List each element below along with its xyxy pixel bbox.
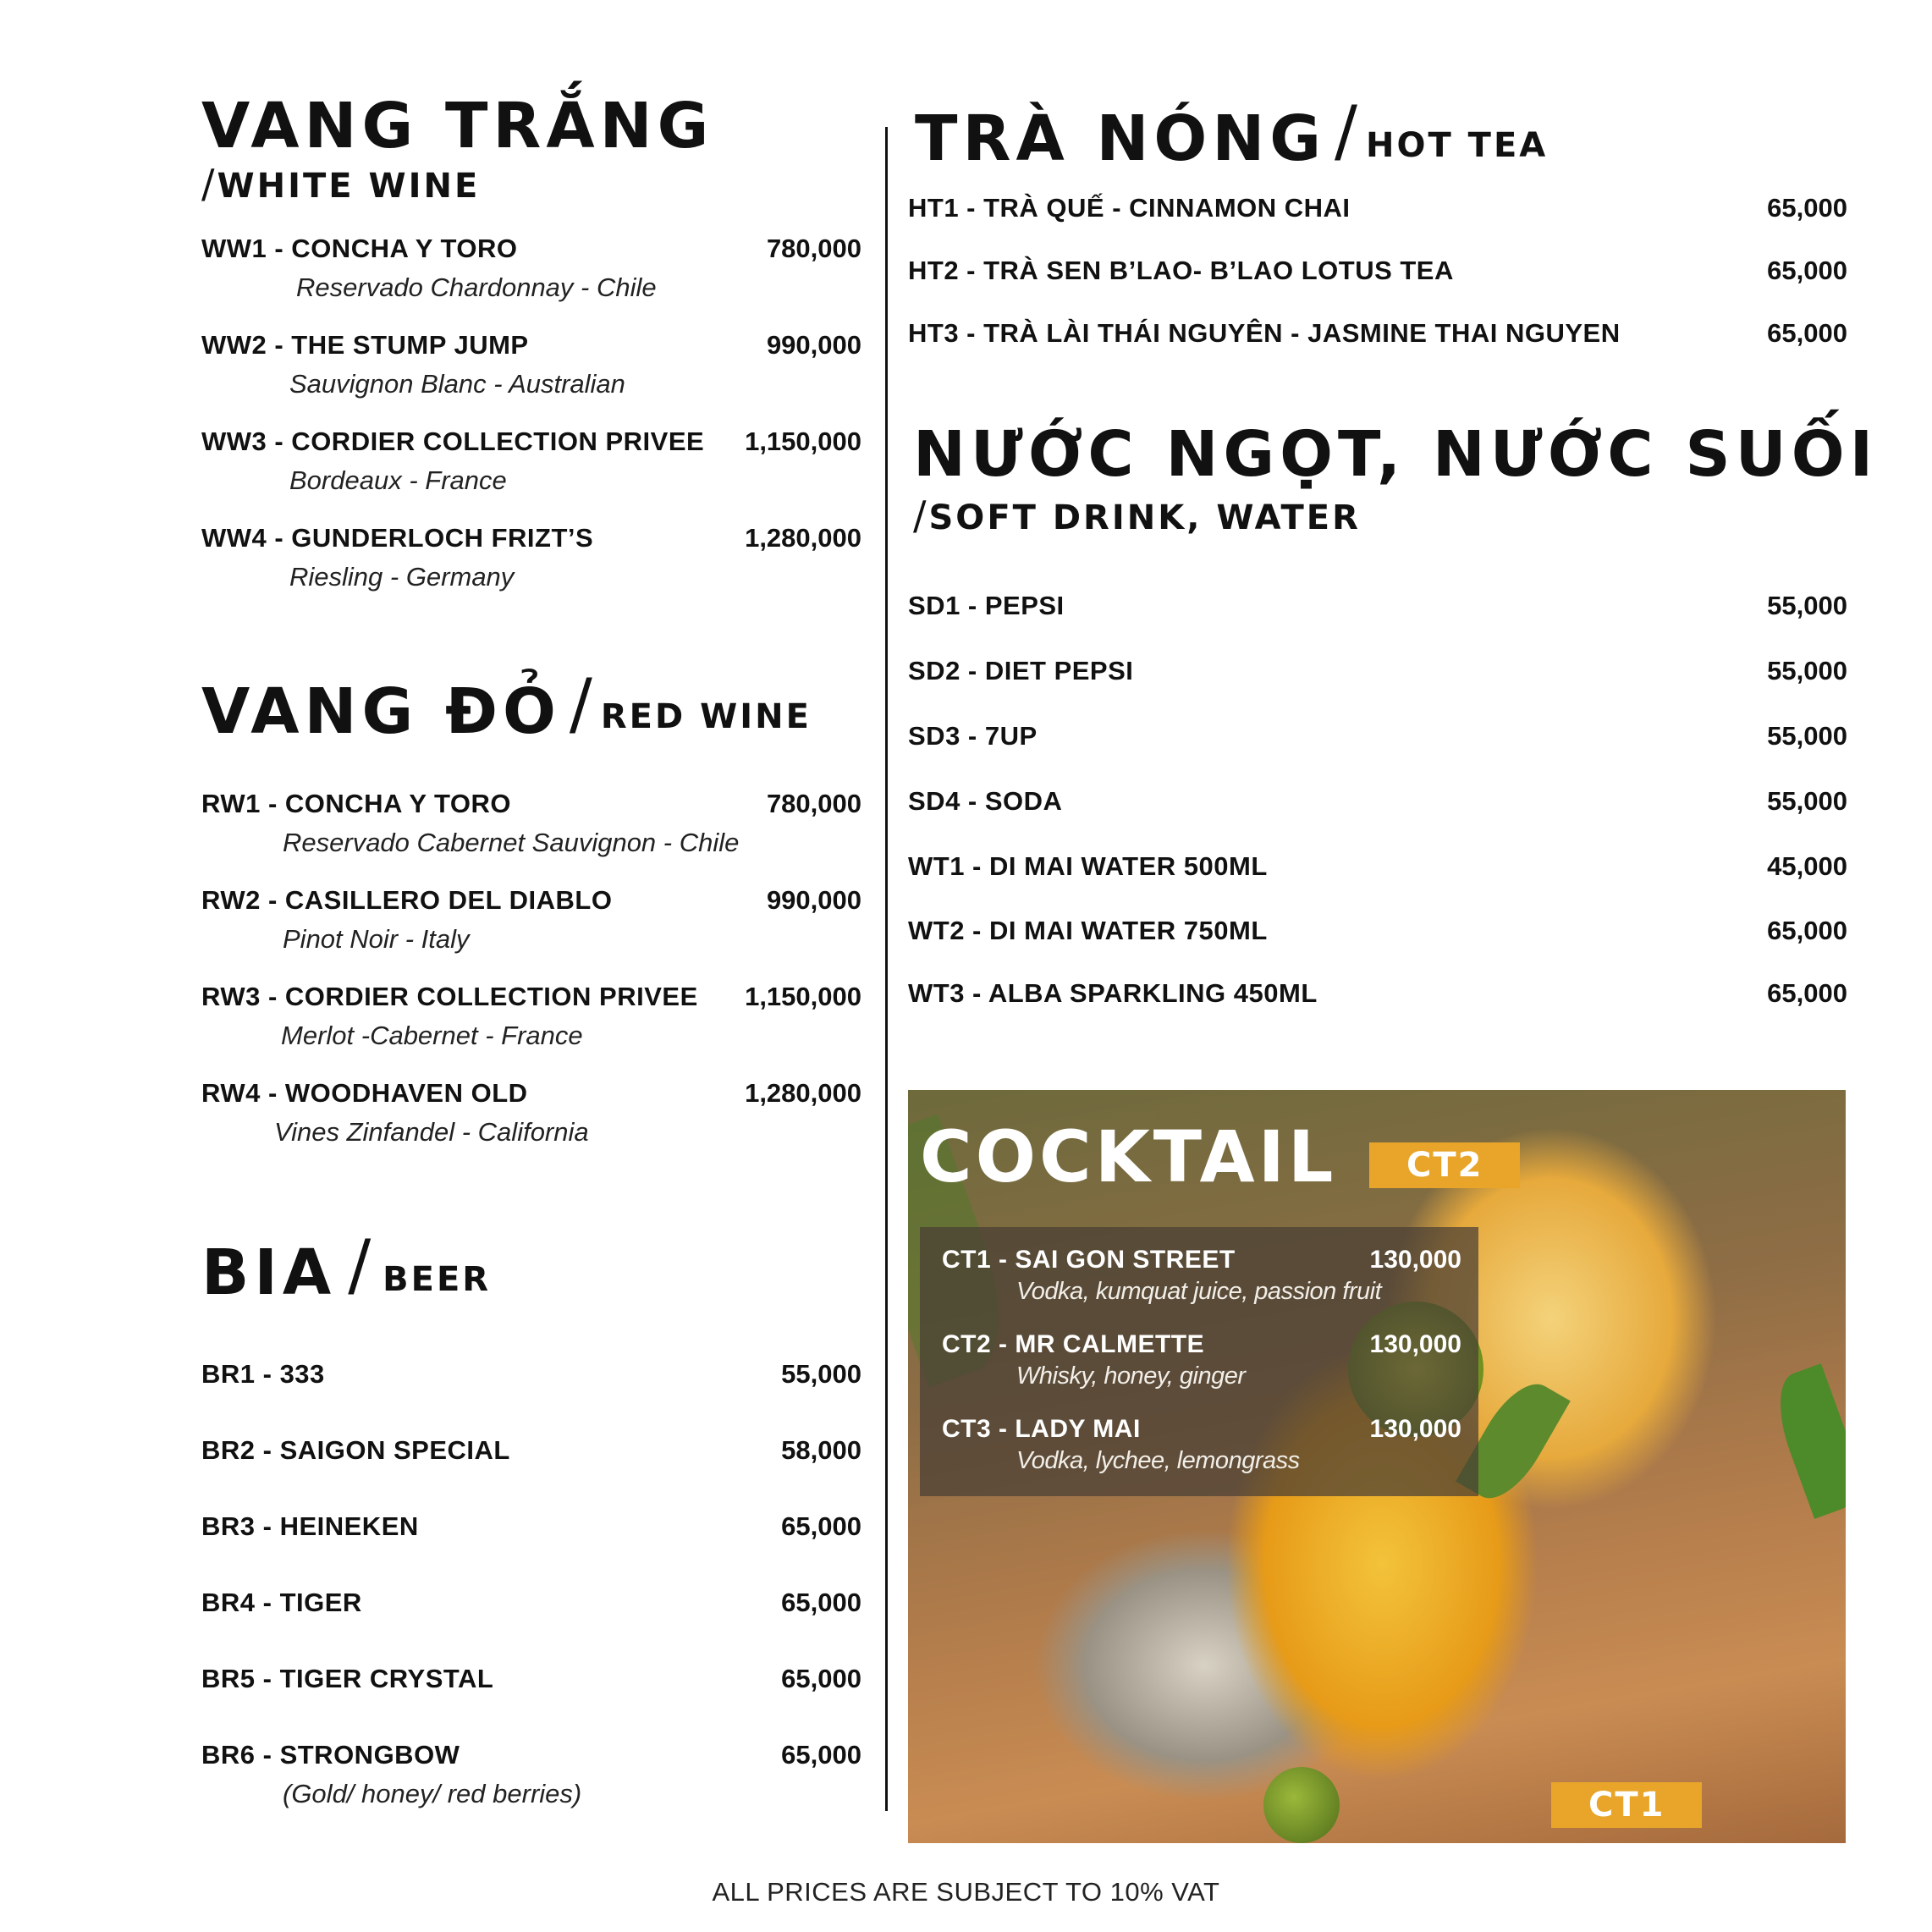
item-name: WW4 - GUNDERLOCH FRIZT’S [201, 523, 594, 553]
menu-item [201, 1511, 861, 1542]
item-price: 990,000 [766, 885, 861, 915]
item-desc: (Gold/ honey/ red berries) [283, 1779, 582, 1808]
item-price: 130,000 [1369, 1330, 1461, 1358]
item-name: BR5 - TIGER CRYSTAL [201, 1664, 494, 1693]
item-price: 65,000 [1767, 193, 1847, 223]
menu-item [942, 1415, 1461, 1475]
item-price: 65,000 [1767, 916, 1847, 945]
hot-tea-subtitle: HOT TEA [1365, 126, 1549, 165]
menu-item [908, 851, 1847, 882]
item-desc: Sauvignon Blanc - Australian [289, 369, 625, 399]
column-divider [885, 127, 888, 1811]
menu-item [942, 1246, 1461, 1306]
item-price: 65,000 [1767, 978, 1847, 1008]
item-name: WT2 - DI MAI WATER 750ML [908, 916, 1268, 945]
soft-drink-subtitle: SOFT DRINK, WATER [928, 498, 1361, 537]
menu-item [201, 1740, 861, 1809]
item-name: SD1 - PEPSI [908, 591, 1065, 620]
item-name: RW2 - CASILLERO DEL DIABLO [201, 885, 613, 915]
item-price: 65,000 [781, 1664, 861, 1693]
item-price: 1,280,000 [745, 1078, 861, 1108]
item-name: HT3 - TRÀ LÀI THÁI NGUYÊN - JASMINE THAI NGUYEN [908, 318, 1621, 348]
menu-item [201, 427, 861, 496]
cocktail-title: COCKTAIL [920, 1115, 1337, 1198]
item-price: 55,000 [1767, 656, 1847, 685]
item-price: 990,000 [766, 330, 861, 360]
item-price: 65,000 [1767, 256, 1847, 285]
white-wine-title: VANG TRẮNG [201, 90, 714, 162]
item-price: 55,000 [1767, 591, 1847, 620]
item-name: BR6 - STRONGBOW [201, 1740, 460, 1770]
slash-glyph: / [201, 161, 217, 206]
menu-item [201, 1435, 861, 1466]
item-name: RW4 - WOODHAVEN OLD [201, 1078, 528, 1108]
item-name: WW2 - THE STUMP JUMP [201, 330, 529, 360]
item-name: WW1 - CONCHA Y TORO [201, 234, 518, 263]
item-desc: Riesling - Germany [289, 562, 515, 592]
item-price: 55,000 [781, 1359, 861, 1389]
menu-item [908, 786, 1847, 817]
menu-item [908, 916, 1847, 946]
item-price: 65,000 [1767, 318, 1847, 348]
item-name: RW3 - CORDIER COLLECTION PRIVEE [201, 982, 698, 1011]
item-name: CT3 - LADY MAI [942, 1415, 1141, 1443]
red-wine-title: VANG ĐỎ [201, 675, 561, 748]
item-price: 1,280,000 [745, 523, 861, 553]
menu-item [201, 1588, 861, 1618]
menu-item [201, 1359, 861, 1390]
menu-item [201, 885, 861, 955]
item-name: WW3 - CORDIER COLLECTION PRIVEE [201, 427, 705, 456]
item-name: HT1 - TRÀ QUẾ - CINNAMON CHAI [908, 193, 1351, 223]
item-price: 55,000 [1767, 721, 1847, 751]
kumquat-decoration [1263, 1767, 1340, 1843]
item-desc: Reservado Chardonnay - Chile [296, 272, 657, 302]
item-price: 130,000 [1369, 1415, 1461, 1443]
menu-item [942, 1330, 1461, 1390]
menu-item [908, 656, 1847, 686]
menu-item [908, 591, 1847, 621]
item-name: BR2 - SAIGON SPECIAL [201, 1435, 510, 1465]
slash-glyph: / [913, 493, 929, 538]
item-name: CT1 - SAI GON STREET [942, 1246, 1236, 1274]
item-price: 45,000 [1767, 851, 1847, 881]
menu-item [201, 1664, 861, 1694]
item-price: 55,000 [1767, 786, 1847, 816]
cocktail-list-panel [920, 1227, 1478, 1496]
ct2-tag: CT2 [1369, 1142, 1520, 1188]
item-desc: Vodka, kumquat juice, passion fruit [1016, 1278, 1382, 1305]
item-name: SD4 - SODA [908, 786, 1063, 816]
soft-drink-header [913, 418, 1879, 538]
beer-title: BIA [201, 1236, 337, 1309]
menu-item [201, 982, 861, 1051]
beer-header [201, 1225, 492, 1309]
item-price: 780,000 [766, 234, 861, 263]
mint-leaf-decoration [1765, 1363, 1846, 1519]
white-wine-subtitle: WHITE WINE [217, 167, 481, 206]
hot-tea-title: TRÀ NÓNG [915, 102, 1327, 175]
item-desc: Whisky, honey, ginger [1016, 1362, 1246, 1390]
item-name: WT1 - DI MAI WATER 500ML [908, 851, 1268, 881]
item-name: WT3 - ALBA SPARKLING 450ML [908, 978, 1318, 1008]
item-price: 58,000 [781, 1435, 861, 1465]
ct1-tag: CT1 [1551, 1782, 1702, 1828]
item-desc: Bordeaux - France [289, 465, 507, 495]
item-name: BR1 - 333 [201, 1359, 325, 1389]
menu-item [201, 330, 861, 399]
item-price: 65,000 [781, 1511, 861, 1541]
item-name: BR3 - HEINEKEN [201, 1511, 419, 1541]
vat-footer-note: ALL PRICES ARE SUBJECT TO 10% VAT [712, 1877, 1220, 1907]
menu-item [201, 789, 861, 858]
item-desc: Vodka, lychee, lemongrass [1016, 1447, 1300, 1474]
slash-glyph: / [348, 1225, 372, 1304]
beer-subtitle: BEER [383, 1260, 492, 1299]
menu-item [201, 1078, 861, 1148]
item-name: SD3 - 7UP [908, 721, 1038, 751]
menu-item [908, 978, 1847, 1009]
item-desc: Pinot Noir - Italy [283, 924, 470, 954]
cocktail-photo-panel [908, 1090, 1846, 1843]
item-price: 1,150,000 [745, 427, 861, 456]
menu-item [908, 721, 1847, 751]
item-desc: Vines Zinfandel - California [274, 1117, 589, 1147]
slash-glyph: / [1335, 91, 1357, 170]
item-price: 65,000 [781, 1740, 861, 1770]
hot-tea-header [915, 91, 1549, 175]
menu-item [908, 318, 1847, 349]
red-wine-subtitle: RED WINE [600, 697, 812, 736]
item-price: 1,150,000 [745, 982, 861, 1011]
item-name: HT2 - TRÀ SEN B’LAO- B’LAO LOTUS TEA [908, 256, 1454, 285]
item-desc: Reservado Cabernet Sauvignon - Chile [283, 828, 740, 857]
item-desc: Merlot -Cabernet - France [281, 1021, 583, 1050]
item-price: 65,000 [781, 1588, 861, 1617]
soft-drink-title: NƯỚC NGỌT, NƯỚC SUỐI [913, 418, 1879, 491]
white-wine-header [201, 90, 714, 206]
item-price: 780,000 [766, 789, 861, 818]
item-name: BR4 - TIGER [201, 1588, 362, 1617]
item-name: CT2 - MR CALMETTE [942, 1330, 1205, 1358]
menu-item [201, 523, 861, 592]
slash-glyph: / [569, 664, 592, 743]
item-price: 130,000 [1369, 1246, 1461, 1274]
item-name: RW1 - CONCHA Y TORO [201, 789, 512, 818]
red-wine-header [201, 664, 812, 748]
item-name: SD2 - DIET PEPSI [908, 656, 1134, 685]
menu-item [908, 256, 1847, 286]
menu-item [908, 193, 1847, 223]
menu-item [201, 234, 861, 303]
